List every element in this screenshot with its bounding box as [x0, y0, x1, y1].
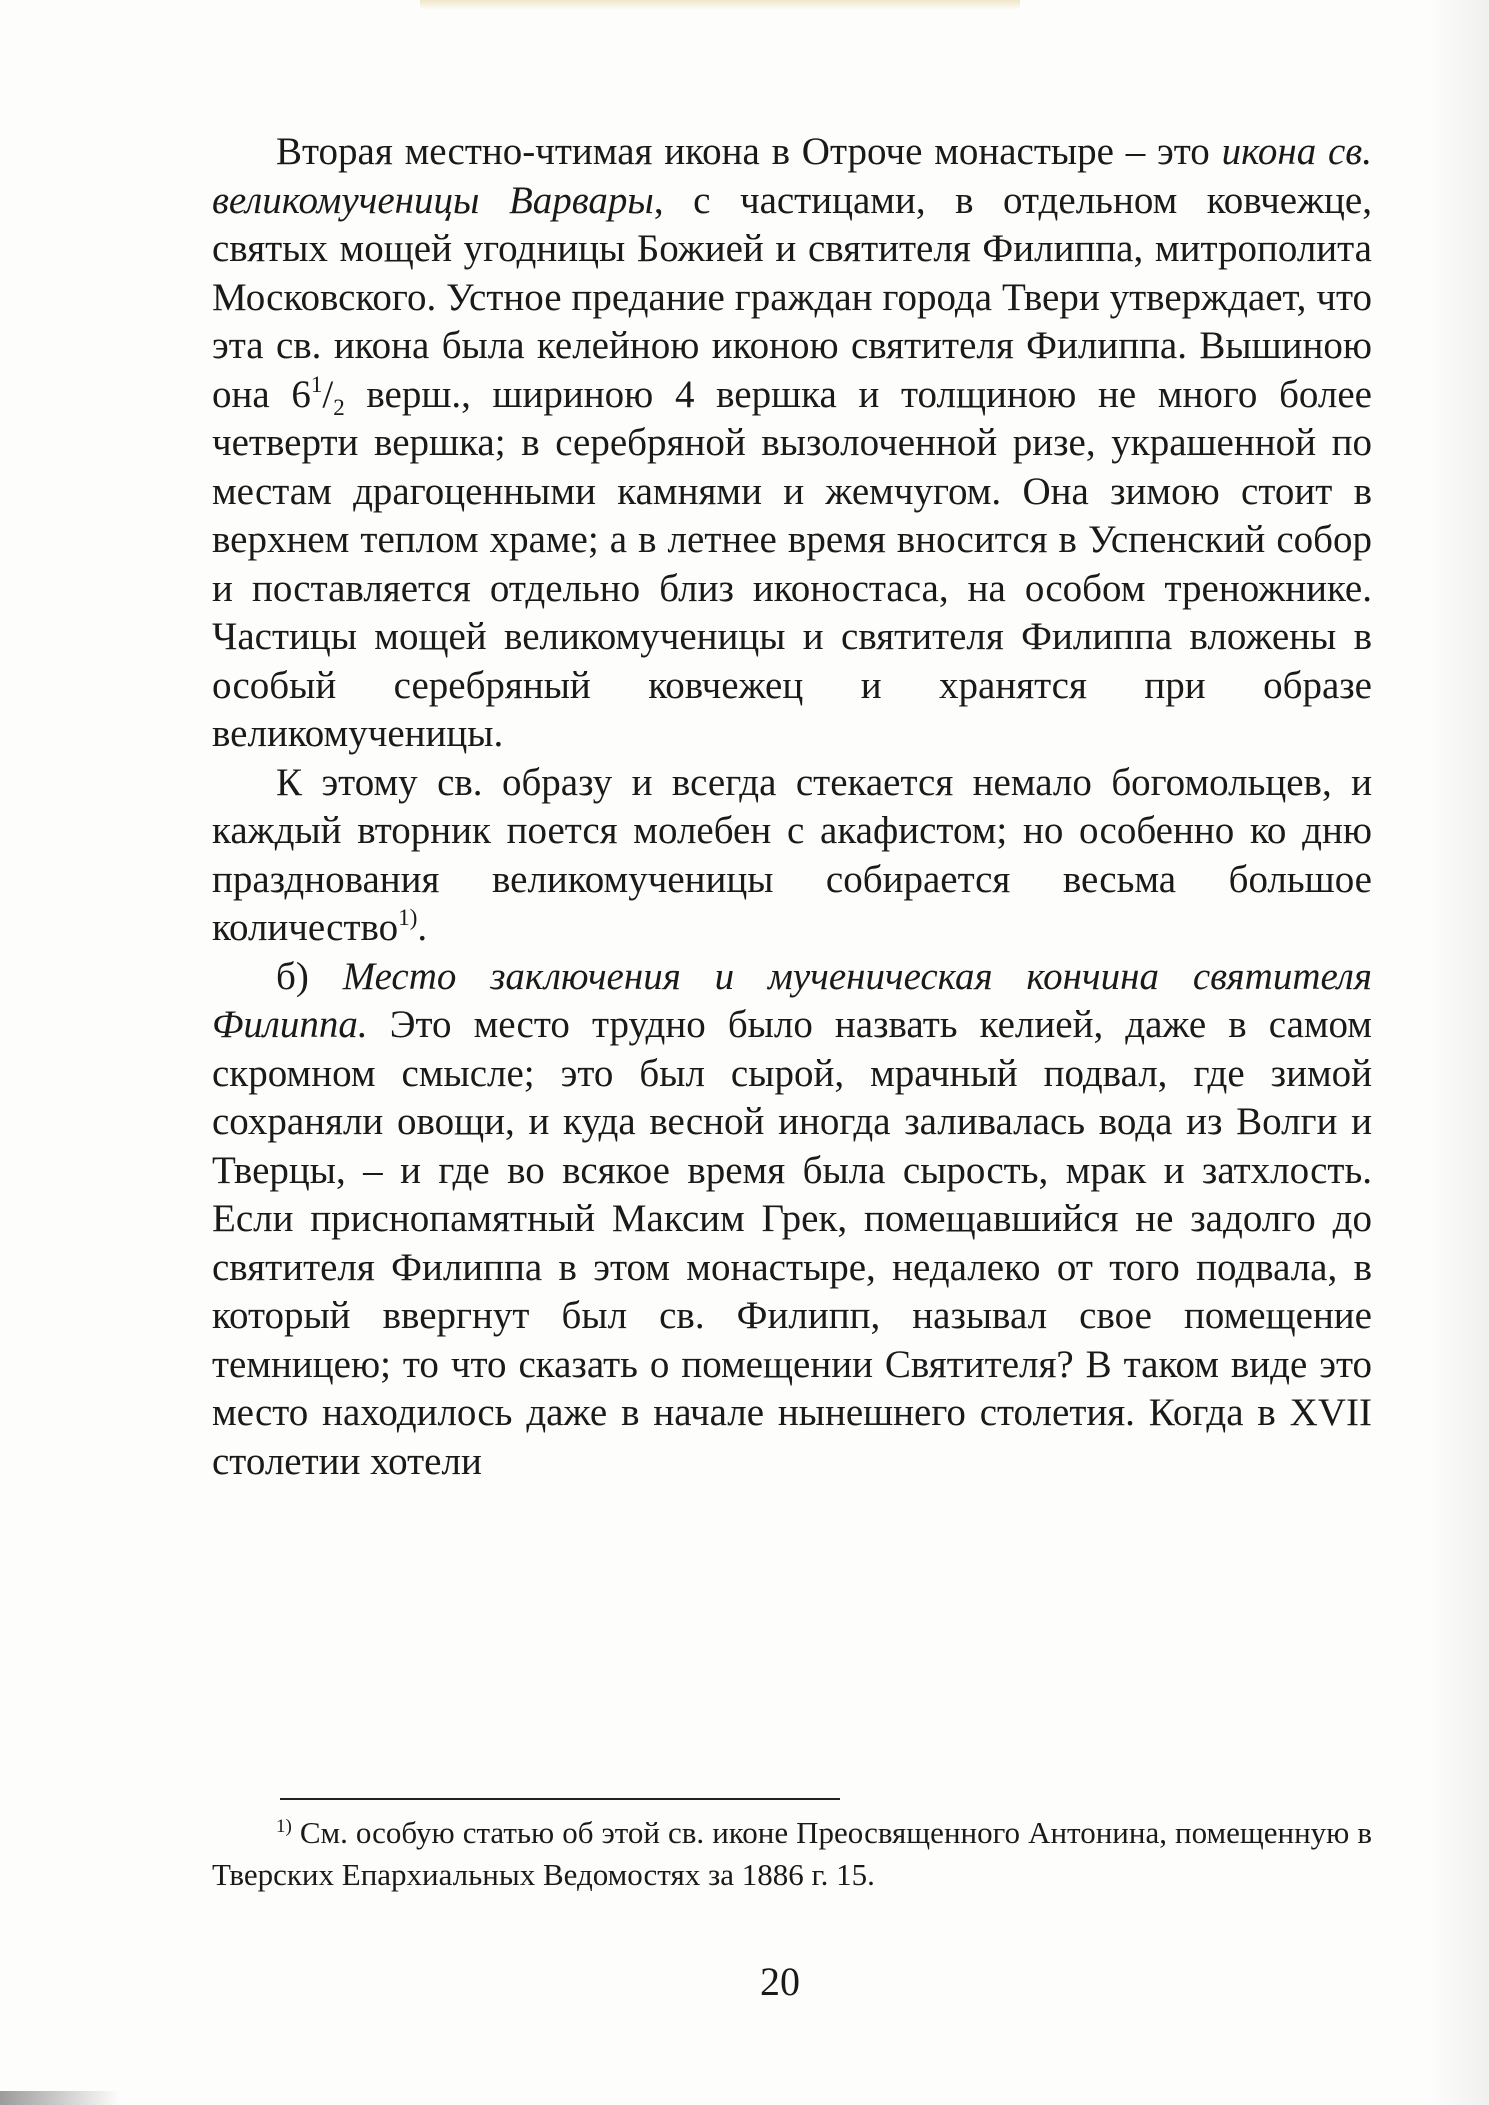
fraction-numerator: 1: [310, 371, 323, 397]
footnote-marker: 1): [276, 1816, 292, 1837]
text-run: , с частицами, в отдельном ковчежце, святых мощей угодницы Божией и святителя Филиппа, митрополита Московского. Устное предание граждан города Твери утверждает, что эта св. икона была келейною иконою святителя Филиппа. Вышиною она 6: [212, 178, 1372, 416]
italic-run: икона св. великомученицы Варвары: [212, 130, 1372, 222]
page-top-edge: [420, 0, 1020, 10]
page-right-edge: [1429, 0, 1489, 2105]
paragraph-pilgrims: [212, 759, 1372, 953]
main-text: [212, 128, 1372, 1486]
paragraph-icon-varvara: [212, 128, 1372, 759]
footnote-text: См. особую статью об этой св. иконе Преосвященного Антонина, помещенную в Тверских Епархиальных Ведомостях за 1886 г. 15.: [212, 1815, 1372, 1892]
fraction-slash: /: [322, 372, 334, 416]
paragraph-place-of-imprisonment: [212, 953, 1372, 1487]
italic-heading-run: Место заключения и мученическая кончина святителя Филиппа.: [212, 954, 1372, 1046]
text-run: К этому св. образу и всегда стекается немало богомольцев, и каждый вторник поется молебен с акафистом; но особенно ко дню празднования великомученицы собирается весьма большое количество: [212, 760, 1372, 949]
fraction-denominator: 2: [333, 394, 345, 420]
text-run: верш., шириною 4 вершка и толщиною не много более четверти вершка; в серебряной вызолоченной ризе, украшенной по местам драгоценными камнями и жемчугом. Она зимою стоит в верхнем теплом храме; а в летнее время вносится в Успенский собор и поставляется отдельно близ иконостаса, на особом треножнике. Частицы мощей великомученицы и святителя Филиппа вложены в особый серебряный ковчежец и хранятся при образе великомученицы.: [212, 372, 1372, 755]
footnote: [212, 1812, 1372, 1896]
page-number: 20: [760, 1959, 800, 2004]
text-run: Вторая местно-чтимая икона в Отроче монастыре – это: [276, 130, 1222, 173]
text-run: Это место трудно было назвать келией, даже в самом скромном смысле; это был сырой, мрачный подвал, где зимой сохраняли овощи, и куда весной иногда заливалась вода из Волги и Тверцы, – и где во всякое время была сырость, мрак и затхлость. Если приснопамятный Максим Грек, помещавшийся не задолго до святителя Филиппа в этом монастыре, недалеко от того подвала, в который ввергнут был св. Филипп, называл свое помещение темницею; то что сказать о помещении Святителя? В таком виде это место находилось даже в начале нынешнего столетия. Когда в XVII столетии хотели: [212, 1003, 1372, 1483]
footnote-reference: 1): [398, 905, 418, 930]
footnote-divider: [280, 1798, 840, 1800]
text-run: б): [276, 954, 343, 998]
page-bottom-edge: [0, 2091, 120, 2105]
text-run: .: [417, 906, 428, 949]
